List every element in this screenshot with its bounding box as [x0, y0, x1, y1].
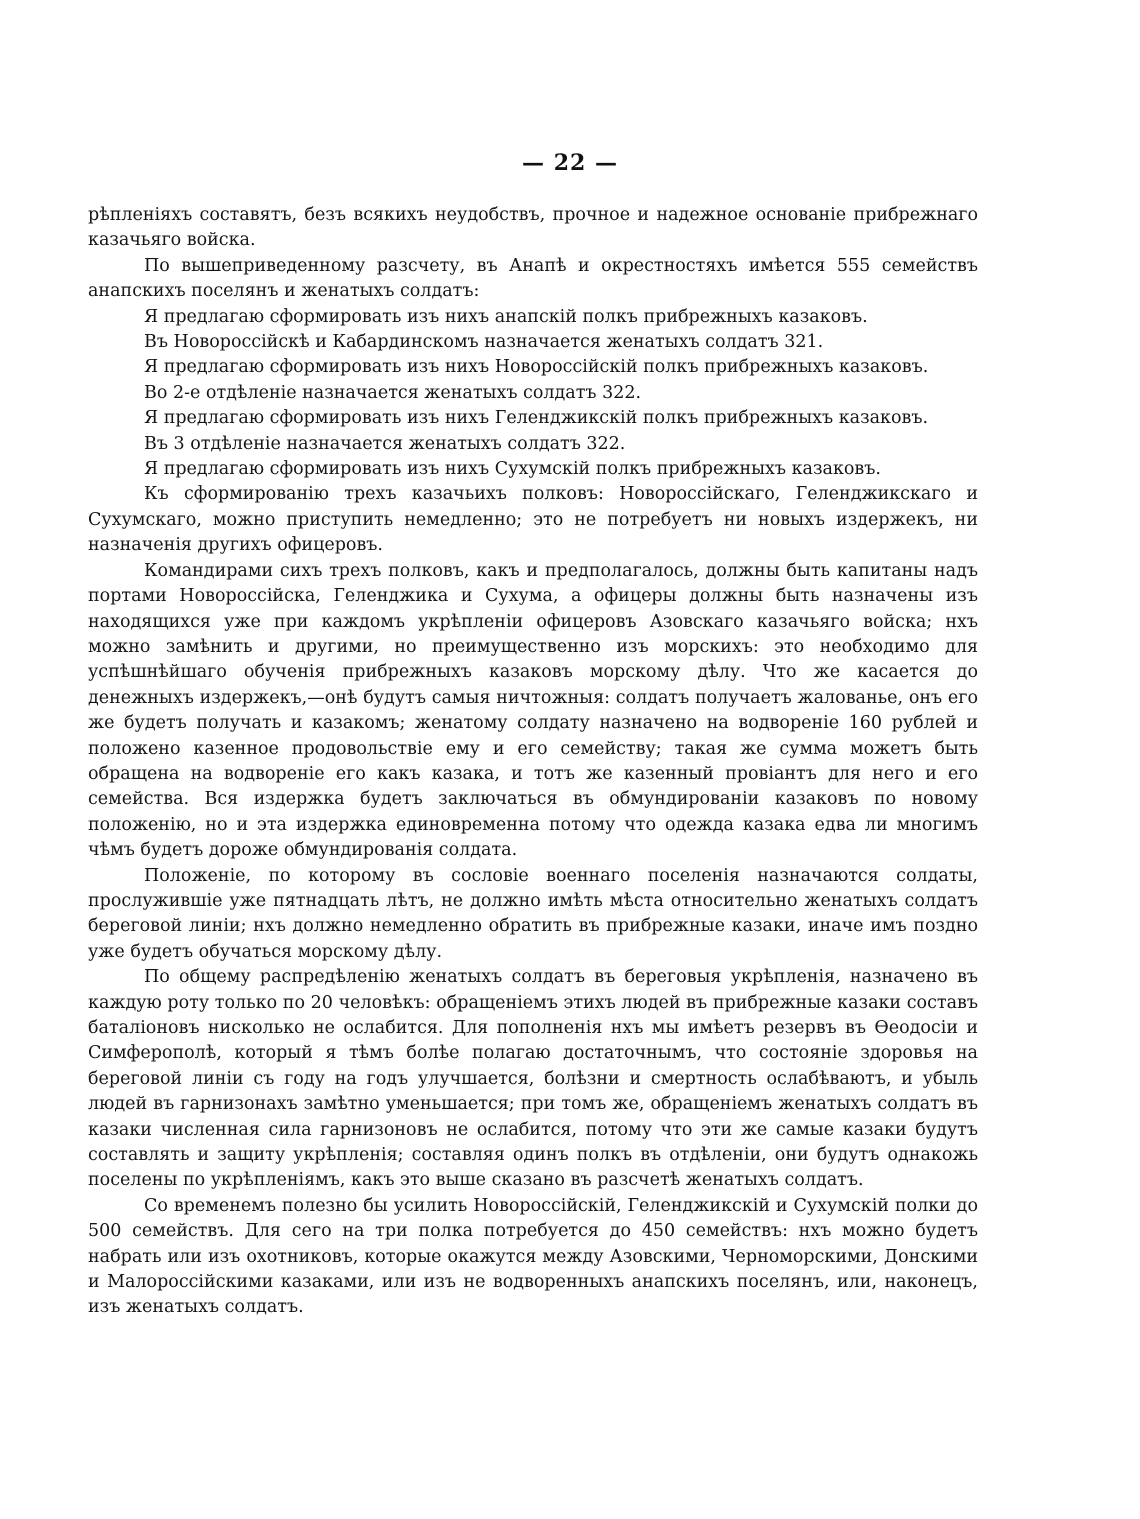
paragraph: Я предлагаю сформировать изъ нихъ Геленджикскій полкъ прибрежныхъ казаковъ.	[144, 408, 929, 429]
paragraph: Я предлагаю сформировать изъ нихъ анапскій полкъ прибрежныхъ казаковъ.	[144, 306, 868, 327]
paragraph: Во 2-е отдѣленіе назначается женатыхъ солдатъ 322.	[144, 382, 642, 403]
paragraph: Я предлагаю сформировать изъ нихъ Сухумскій полкъ прибрежныхъ казаковъ.	[144, 459, 881, 480]
paragraph: Къ сформированію трехъ казачьихъ полковъ: Новороссійскаго, Геленджикскаго и Сухумскаго, можно приступить немедленно; это не потребуетъ ни новыхъ издержекъ, ни назначенія другихъ офицеровъ.	[88, 484, 978, 556]
paragraph: Я предлагаю сформировать изъ нихъ Новороссійскій полкъ прибрежныхъ казаковъ.	[144, 357, 929, 378]
paragraph: По вышеприведенному разсчету, въ Анапѣ и окрестностяхъ имѣется 555 семействъ анапскихъ поселянъ и женатыхъ солдатъ:	[88, 255, 978, 302]
page-number: — 22 —	[522, 150, 618, 176]
paragraph: Положеніе, по которому въ сословіе военнаго поселенія назначаются солдаты, прослужившіе уже пятнадцать лѣтъ, не должно имѣть мѣста относительно женатыхъ солдатъ береговой линіи; нхъ должно немедленно обратить въ прибрежные казаки, иначе имъ поздно уже будетъ обучаться морскому дѣлу.	[88, 865, 978, 962]
paragraph: Со временемъ полезно бы усилить Новороссійскій, Геленджикскій и Сухумскій полки до 500 семействъ. Для сего на три полка потребуется до 450 семействъ: нхъ можно будетъ набрать или изъ охотниковъ, которые окажутся между Азовскими, Черноморскими, Донскими и Малороссійскими казаками, или изъ не водворенныхъ анапскихъ поселянъ, или, наконецъ, изъ женатыхъ солдатъ.	[88, 1195, 978, 1318]
body-text	[88, 203, 978, 1321]
paragraph: Въ Новороссійскѣ и Кабардинскомъ назначается женатыхъ солдатъ 321.	[144, 332, 824, 353]
paragraph: Въ 3 отдѣленіе назначается женатыхъ солдатъ 322.	[144, 433, 626, 454]
paragraph: рѣпленіяхъ составятъ, безъ всякихъ неудобствъ, прочное и надежное основаніе прибрежнаго казачьяго войска.	[88, 205, 978, 251]
paragraph: Командирами сихъ трехъ полковъ, какъ и предполагалось, должны быть капитаны надъ портами Новороссійска, Геленджика и Сухума, а офицеры должны быть назначены изъ находящихся уже при каждомъ укрѣпленіи офицеровъ Азовскаго казачьяго войска; нхъ можно замѣнить и другими, но преимущественно изъ морскихъ: это необходимо для успѣшнѣйшаго обученія прибрежныхъ казаковъ морскому дѣлу. Что же касается до денежныхъ издержекъ,—онѣ будутъ самыя ничтожныя: солдатъ получаетъ жалованье, онъ его же будетъ получать и казакомъ; женатому солдату назначено на водвореніе 160 рублей и положено казенное продовольствіе ему и его семейству; такая же сумма можетъ быть обращена на водвореніе его какъ казака, и тотъ же казенный провіантъ для него и его семейства. Вся издержка будетъ заключаться въ обмундированіи казаковъ по новому положенію, но и эта издержка единовременна потому что одежда казака едва ли многимъ чѣмъ будетъ дороже обмундированія солдата.	[88, 560, 978, 861]
paragraph: По общему распредѣленію женатыхъ солдатъ въ береговыя укрѣпленія, назначено въ каждую роту только по 20 человѣкъ: обращеніемъ этихъ людей въ прибрежные казаки составъ баталіоновъ нисколько не ослабится. Для пополненія нхъ мы имѣетъ резервъ въ Ѳеодосіи и Симферополѣ, который я тѣмъ болѣе полагаю достаточнымъ, что состояніе здоровья на береговой линіи съ году на годъ улучшается, болѣзни и смертность ослабѣваютъ, и убыль людей въ гарнизонахъ замѣтно уменьшается; при томъ же, обращеніемъ женатыхъ солдатъ въ казаки численная сила гарнизоновъ не ослабится, потому что эти же самые казаки будутъ составлять и защиту укрѣпленія; составляя одинъ полкъ въ отдѣленіи, они будутъ однакожь поселены по укрѣпленіямъ, какъ это выше сказано въ разсчетѣ женатыхъ солдатъ.	[88, 967, 978, 1191]
